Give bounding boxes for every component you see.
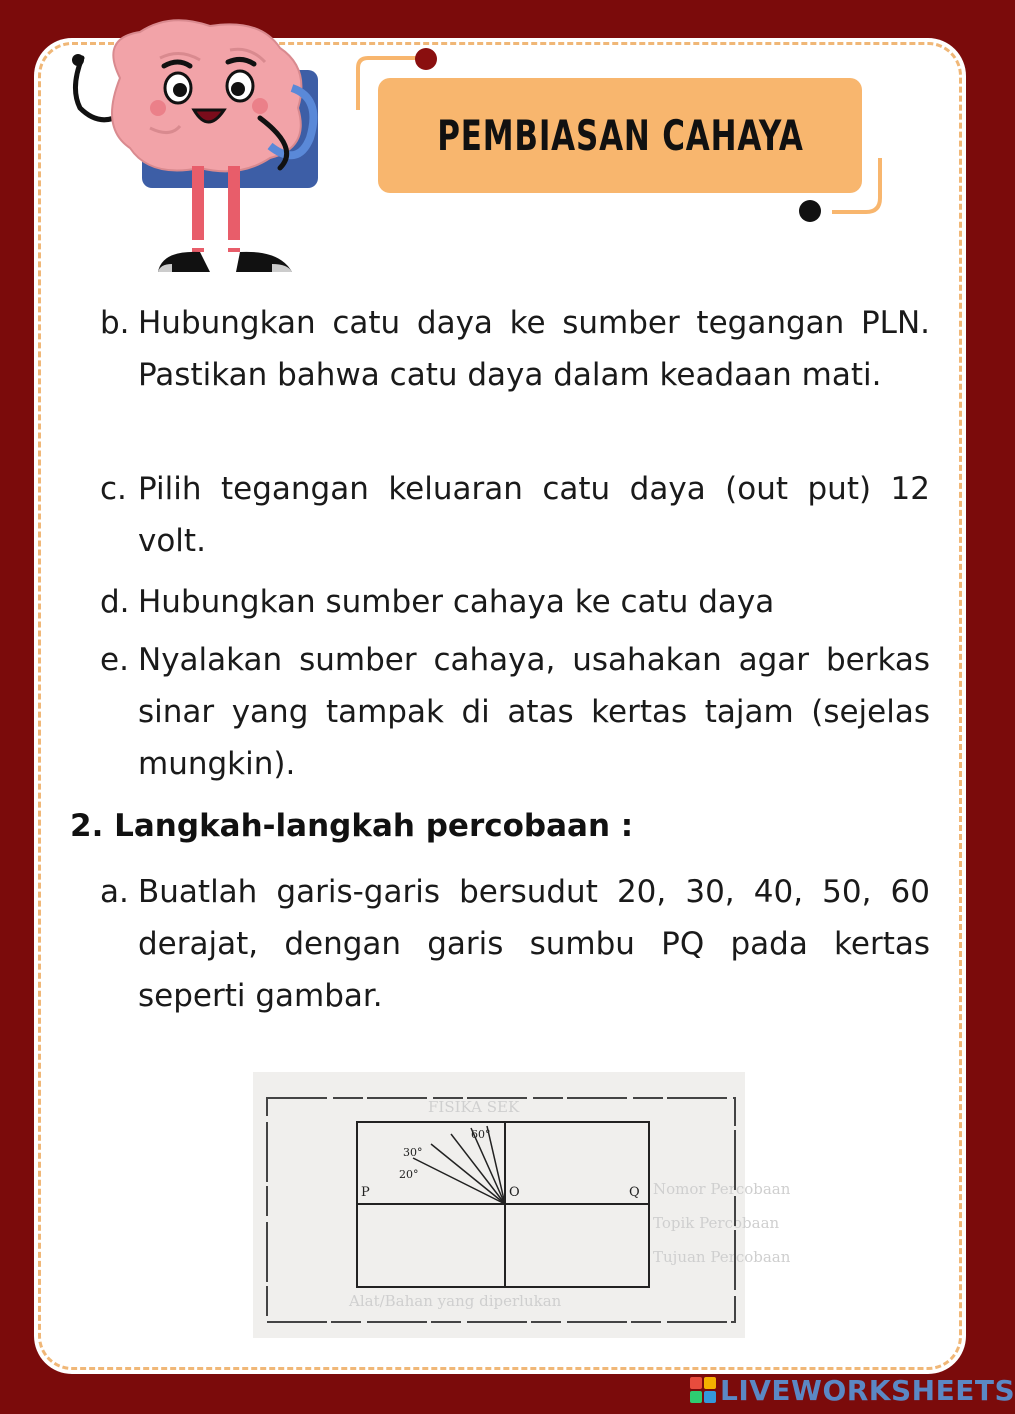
title-banner — [378, 78, 862, 193]
list-marker: b. — [100, 305, 130, 341]
page-title: PEMBIASAN CAHAYA — [436, 111, 804, 160]
list-item — [100, 576, 930, 628]
bg-text: Tujuan Percobaan — [653, 1248, 791, 1266]
angle-label: 30° — [403, 1146, 423, 1159]
list-text: Buatlah garis-garis bersudut 20, 30, 40, 50, 60 derajat, dengan garis sumbu PQ pada kertas seperti gambar. — [138, 874, 930, 1014]
label-q: Q — [629, 1185, 640, 1200]
list-marker: a. — [100, 874, 129, 910]
bg-text: Topik Percobaan — [653, 1214, 780, 1232]
list-text: Hubungkan sumber cahaya ke catu daya — [138, 584, 775, 620]
brand-watermark — [690, 1372, 1015, 1408]
brand-name: LIVEWORKSHEETS — [720, 1373, 1015, 1407]
diagram-figure — [253, 1072, 791, 1338]
list-item — [100, 297, 930, 401]
bg-text: Nomor Percobaan — [653, 1180, 791, 1198]
label-p: P — [361, 1185, 370, 1200]
black-dot-icon — [799, 200, 821, 222]
list-marker: d. — [100, 584, 130, 620]
angle-label: 60° — [471, 1128, 491, 1141]
liveworksheets-logo-icon — [690, 1377, 716, 1403]
list-marker: c. — [100, 471, 127, 507]
list-text: Hubungkan catu daya ke sumber tegangan PLN. Pastikan bahwa catu daya dalam keadaan mati. — [138, 305, 930, 393]
label-o: O — [509, 1185, 520, 1200]
section-heading: 2. Langkah-langkah percobaan : — [70, 808, 634, 844]
list-item — [100, 463, 930, 567]
bg-text: Alat/Bahan yang diperlukan — [349, 1292, 562, 1310]
brain-mascot-icon — [60, 18, 330, 278]
list-text: Pilih tegangan keluaran catu daya (out put) 12 volt. — [138, 471, 930, 559]
list-item — [100, 634, 930, 790]
red-dot-icon — [415, 48, 437, 70]
list-item — [100, 866, 930, 1022]
list-text: Nyalakan sumber cahaya, usahakan agar berkas sinar yang tampak di atas kertas tajam (sejelas mungkin). — [138, 642, 930, 782]
refraction-diagram — [253, 1072, 791, 1338]
bg-text: FISIKA SEK — [428, 1098, 520, 1116]
list-marker: e. — [100, 642, 129, 678]
angle-label: 20° — [399, 1168, 419, 1181]
